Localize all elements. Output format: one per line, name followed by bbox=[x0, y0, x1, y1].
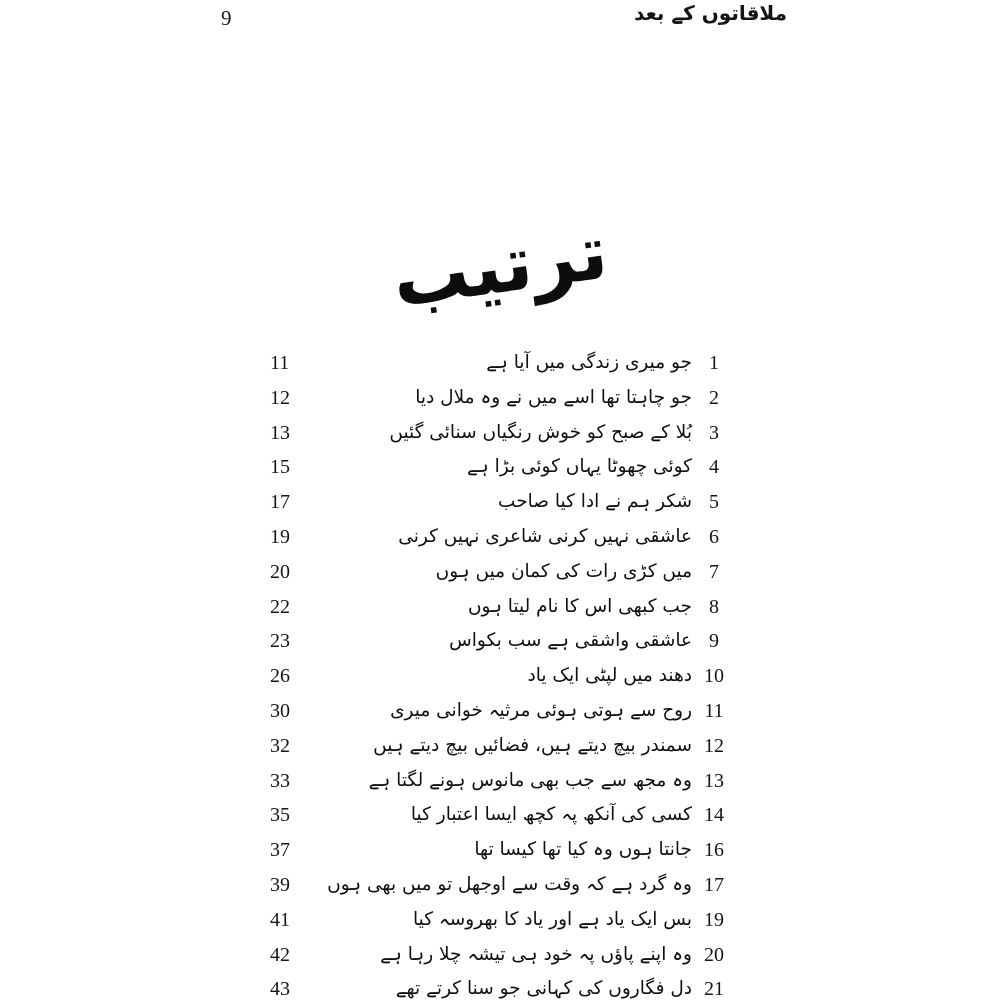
toc-serial-number: 4 bbox=[709, 456, 719, 479]
toc-serial-number: 10 bbox=[704, 665, 724, 688]
toc-serial-number: 5 bbox=[709, 491, 719, 514]
toc-page-number: 15 bbox=[270, 456, 290, 479]
toc-list bbox=[0, 346, 1000, 1000]
toc-entry-title: شکر ہم نے ادا کیا صاحب bbox=[498, 491, 692, 513]
contents-title-calligraphy: ترتیب bbox=[386, 206, 614, 325]
toc-row bbox=[0, 868, 1000, 903]
contents-title-wrap bbox=[0, 206, 1000, 339]
toc-row bbox=[0, 520, 1000, 555]
toc-row bbox=[0, 903, 1000, 938]
toc-entry-title: میں کڑی رات کی کمان میں ہوں bbox=[435, 560, 692, 582]
toc-row bbox=[0, 416, 1000, 451]
toc-entry-title: وہ گرد ہے کہ وقت سے اوجھل تو میں بھی ہوں bbox=[327, 873, 692, 895]
toc-row bbox=[0, 833, 1000, 868]
toc-serial-number: 13 bbox=[704, 769, 724, 792]
toc-page-number: 37 bbox=[270, 839, 290, 862]
toc-serial-number: 16 bbox=[704, 839, 724, 862]
toc-row bbox=[0, 798, 1000, 833]
toc-page-number: 12 bbox=[270, 386, 290, 409]
toc-entry-title: دھند میں لپٹی ایک یاد bbox=[527, 665, 692, 687]
toc-serial-number: 17 bbox=[704, 873, 724, 896]
toc-entry-title: کسی کی آنکھ پہ کچھ ایسا اعتبار کیا bbox=[410, 804, 692, 826]
toc-page-number: 33 bbox=[270, 769, 290, 792]
toc-row bbox=[0, 346, 1000, 381]
toc-row bbox=[0, 729, 1000, 764]
toc-entry-title: دل فگاروں کی کہانی جو سنا کرتے تھے bbox=[395, 978, 692, 1000]
toc-entry-title: وہ اپنے پاؤں پہ خود ہی تیشہ چلا رہا ہے bbox=[380, 943, 692, 965]
toc-row bbox=[0, 381, 1000, 416]
toc-serial-number: 3 bbox=[709, 421, 719, 444]
toc-serial-number: 19 bbox=[704, 908, 724, 931]
toc-entry-title: بُلا کے صبح کو خوش رنگیاں سنائی گئیں bbox=[389, 421, 692, 443]
toc-page-number: 39 bbox=[270, 873, 290, 896]
toc-serial-number: 21 bbox=[704, 978, 724, 1000]
toc-page-number: 11 bbox=[270, 352, 290, 374]
toc-row bbox=[0, 485, 1000, 520]
toc-row bbox=[0, 694, 1000, 729]
toc-entry-title: روح سے ہوتی ہوئی مرثیہ خوانی میری bbox=[390, 699, 692, 721]
toc-serial-number: 11 bbox=[704, 699, 724, 722]
toc-serial-number: 9 bbox=[709, 630, 719, 653]
toc-entry-title: عاشقی واشقی ہے سب بکواس bbox=[449, 630, 692, 652]
toc-page-number: 30 bbox=[270, 699, 290, 722]
toc-page-number: 43 bbox=[270, 978, 290, 1000]
toc-entry-title: سمندر بیچ دیتے ہیں، فضائیں بیچ دیتے ہیں bbox=[373, 734, 692, 756]
toc-page-number: 19 bbox=[270, 525, 290, 548]
toc-entry-title: کوئی چھوٹا یہاں کوئی بڑا ہے bbox=[467, 456, 692, 478]
toc-page-number: 41 bbox=[270, 908, 290, 931]
toc-entry-title: وہ مجھ سے جب بھی مانوس ہونے لگتا ہے bbox=[368, 769, 692, 791]
toc-row bbox=[0, 555, 1000, 590]
toc-serial-number: 8 bbox=[709, 595, 719, 618]
toc-page-number: 23 bbox=[270, 630, 290, 653]
toc-entry-title: عاشقی نہیں کرنی شاعری نہیں کرنی bbox=[398, 525, 692, 547]
toc-entry-title: بس ایک یاد ہے اور یاد کا بھروسہ کیا bbox=[413, 908, 692, 930]
toc-page-number: 20 bbox=[270, 560, 290, 583]
toc-page-number: 42 bbox=[270, 943, 290, 966]
toc-page-number: 26 bbox=[270, 665, 290, 688]
toc-entry-title: جب کبھی اس کا نام لیتا ہوں bbox=[467, 595, 692, 617]
toc-row bbox=[0, 590, 1000, 625]
toc-page-number: 22 bbox=[270, 595, 290, 618]
toc-entry-title: جانتا ہوں وہ کیا تھا کیسا تھا bbox=[474, 839, 692, 861]
toc-serial-number: 14 bbox=[704, 804, 724, 827]
toc-entry-title: جو میری زندگی میں آیا ہے bbox=[486, 352, 692, 373]
toc-page-number: 13 bbox=[270, 421, 290, 444]
toc-serial-number: 2 bbox=[709, 386, 719, 409]
toc-row bbox=[0, 624, 1000, 659]
running-header-title: ملاقاتوں کے بعد bbox=[634, 1, 787, 25]
toc-row bbox=[0, 972, 1000, 1000]
toc-serial-number: 12 bbox=[704, 734, 724, 757]
toc-row bbox=[0, 659, 1000, 694]
toc-serial-number: 1 bbox=[709, 352, 719, 374]
toc-page-number: 17 bbox=[270, 491, 290, 514]
toc-entry-title: جو چاہتا تھا اسے میں نے وہ ملال دیا bbox=[415, 386, 692, 408]
toc-serial-number: 7 bbox=[709, 560, 719, 583]
folio-page-number: 9 bbox=[221, 6, 232, 30]
toc-page-number: 32 bbox=[270, 734, 290, 757]
toc-row bbox=[0, 450, 1000, 485]
toc-row bbox=[0, 938, 1000, 973]
toc-row bbox=[0, 764, 1000, 799]
toc-serial-number: 6 bbox=[709, 525, 719, 548]
toc-page-number: 35 bbox=[270, 804, 290, 827]
toc-serial-number: 20 bbox=[704, 943, 724, 966]
